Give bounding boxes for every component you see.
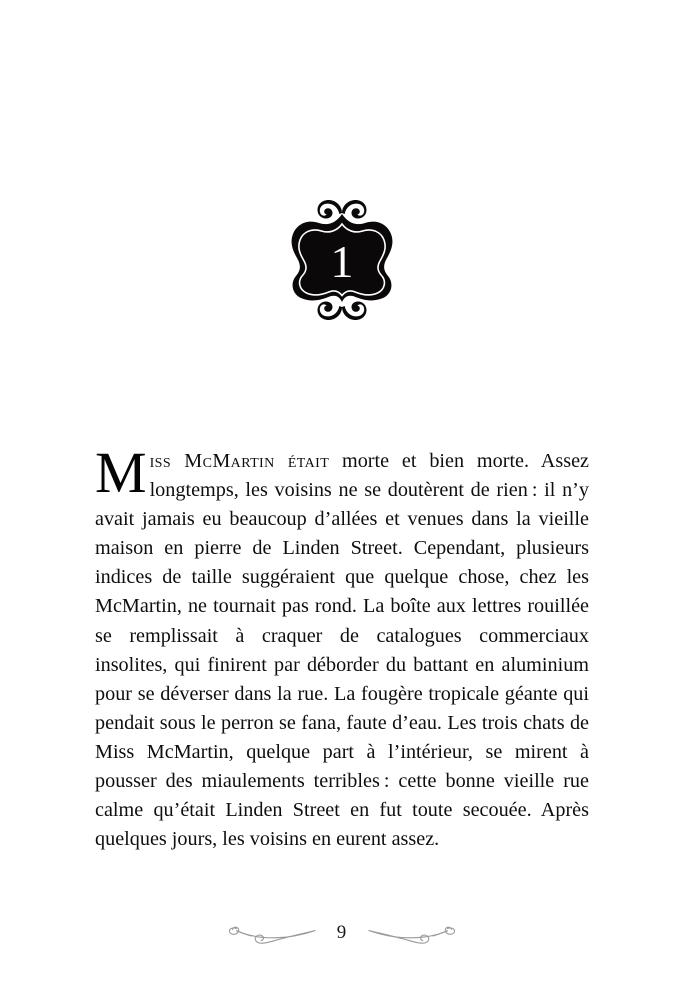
page-footer	[0, 918, 683, 948]
drop-cap: M	[95, 440, 147, 505]
page-number: 9	[336, 922, 347, 943]
flourish-ornament-right	[365, 918, 457, 948]
chapter-ornament	[0, 196, 683, 324]
flourish-ornament-left	[227, 918, 319, 948]
paragraph-text: morte et bien morte. Assez longtemps, les voisins ne se doutèrent de rien : il n’y avait jamais eu beaucoup d’allées et venues dans la vieille maison en pierre de Linden Street. Cependant, plusieurs indices de taille suggéraient que quelque chose, chez les McMartin, ne tournait pas rond. La boîte aux lettres rouillée se remplissait à craquer de catalogues commerciaux insolites, qui finirent par déborder du battant en aluminium pour se déverser dans la rue. La fougère tropicale géante qui pendait sous le perron se fana, faute d’eau. Les trois chats de Miss McMartin, quelque part à l’intérieur, se mirent à pousser des miaulements terribles : cette bonne vieille rue calme qu’était Linden Street en fut toute secouée. Après quelques jours, les voisins en eurent assez.	[95, 450, 589, 851]
opening-paragraph	[95, 440, 589, 854]
opening-small-caps: iss McMartin était	[149, 450, 330, 472]
chapter-body-text	[95, 440, 589, 854]
chapter-number: 1	[330, 236, 353, 287]
cartouche-scroll-ornament	[283, 196, 401, 324]
